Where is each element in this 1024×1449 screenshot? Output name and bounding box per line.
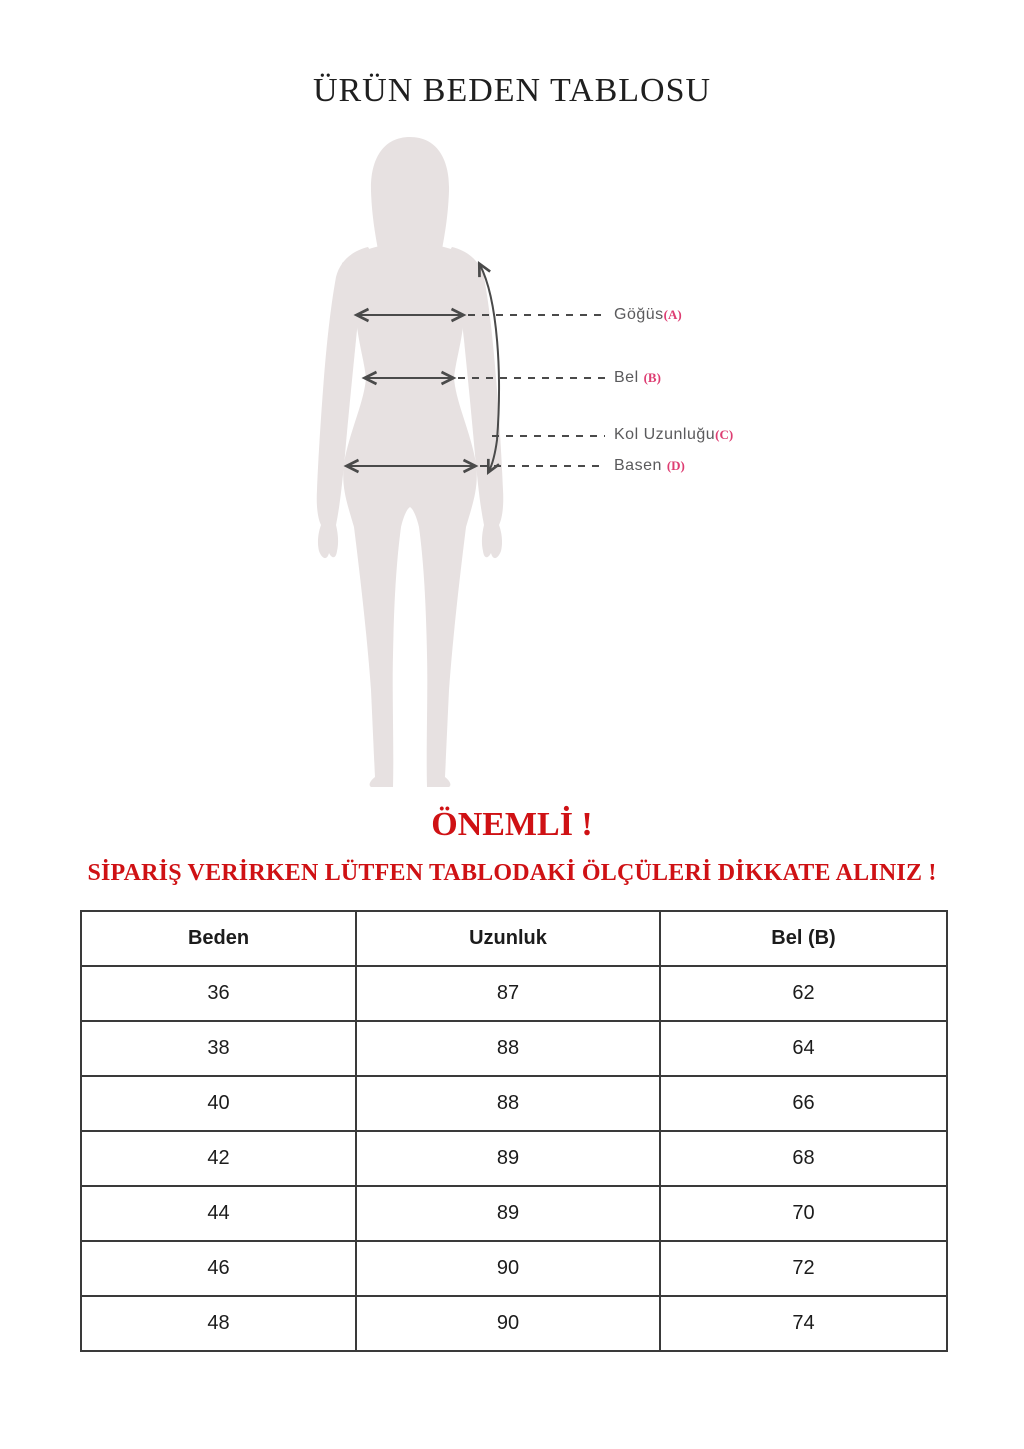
table-cell: 48 <box>81 1296 356 1351</box>
table-cell: 62 <box>660 966 947 1021</box>
measure-label-waist <box>614 367 661 389</box>
measurement-diagram <box>300 135 605 795</box>
measure-label-arm-length <box>614 424 733 446</box>
table-cell: 72 <box>660 1241 947 1296</box>
column-header-beden: Beden <box>81 911 356 966</box>
table-row <box>81 1131 947 1186</box>
table-row <box>81 1186 947 1241</box>
table-cell: 36 <box>81 966 356 1021</box>
warning-heading: ÖNEMLİ ! <box>431 806 593 843</box>
body-measurement-figure <box>300 135 605 795</box>
measure-letter: (B) <box>643 370 661 385</box>
table-cell: 90 <box>356 1296 660 1351</box>
table-cell: 74 <box>660 1296 947 1351</box>
measure-label-chest <box>614 304 682 326</box>
table-cell: 88 <box>356 1076 660 1131</box>
table-cell: 40 <box>81 1076 356 1131</box>
table-cell: 66 <box>660 1076 947 1131</box>
table-row <box>81 1241 947 1296</box>
table-cell: 42 <box>81 1131 356 1186</box>
measure-label-hip <box>614 455 685 477</box>
table-cell: 46 <box>81 1241 356 1296</box>
measure-letter: (C) <box>715 427 734 442</box>
body-silhouette <box>317 137 504 787</box>
measure-letter: (D) <box>666 458 685 473</box>
size-table <box>80 910 948 1352</box>
page-title: ÜRÜN BEDEN TABLOSU <box>312 72 712 109</box>
table-row <box>81 1076 947 1131</box>
table-row <box>81 966 947 1021</box>
table-row <box>81 1296 947 1351</box>
table-cell: 89 <box>356 1186 660 1241</box>
table-row <box>81 1021 947 1076</box>
table-cell: 87 <box>356 966 660 1021</box>
column-header-uzunluk: Uzunluk <box>356 911 660 966</box>
table-cell: 38 <box>81 1021 356 1076</box>
table-cell: 44 <box>81 1186 356 1241</box>
table-cell: 90 <box>356 1241 660 1296</box>
table-cell: 70 <box>660 1186 947 1241</box>
warning-message: SİPARİŞ VERİRKEN LÜTFEN TABLODAKİ ÖLÇÜLERİ DİKKATE ALINIZ ! <box>87 860 937 886</box>
table-cell: 88 <box>356 1021 660 1076</box>
table-cell: 68 <box>660 1131 947 1186</box>
measure-name: Kol Uzunluğu <box>614 426 716 443</box>
measure-name: Göğüs <box>614 306 664 323</box>
measure-name: Basen <box>614 457 667 474</box>
measure-name: Bel <box>614 369 644 386</box>
measure-letter: (A) <box>663 307 682 322</box>
size-table-header-row <box>81 911 947 966</box>
table-cell: 64 <box>660 1021 947 1076</box>
table-cell: 89 <box>356 1131 660 1186</box>
column-header-bel: Bel (B) <box>660 911 947 966</box>
